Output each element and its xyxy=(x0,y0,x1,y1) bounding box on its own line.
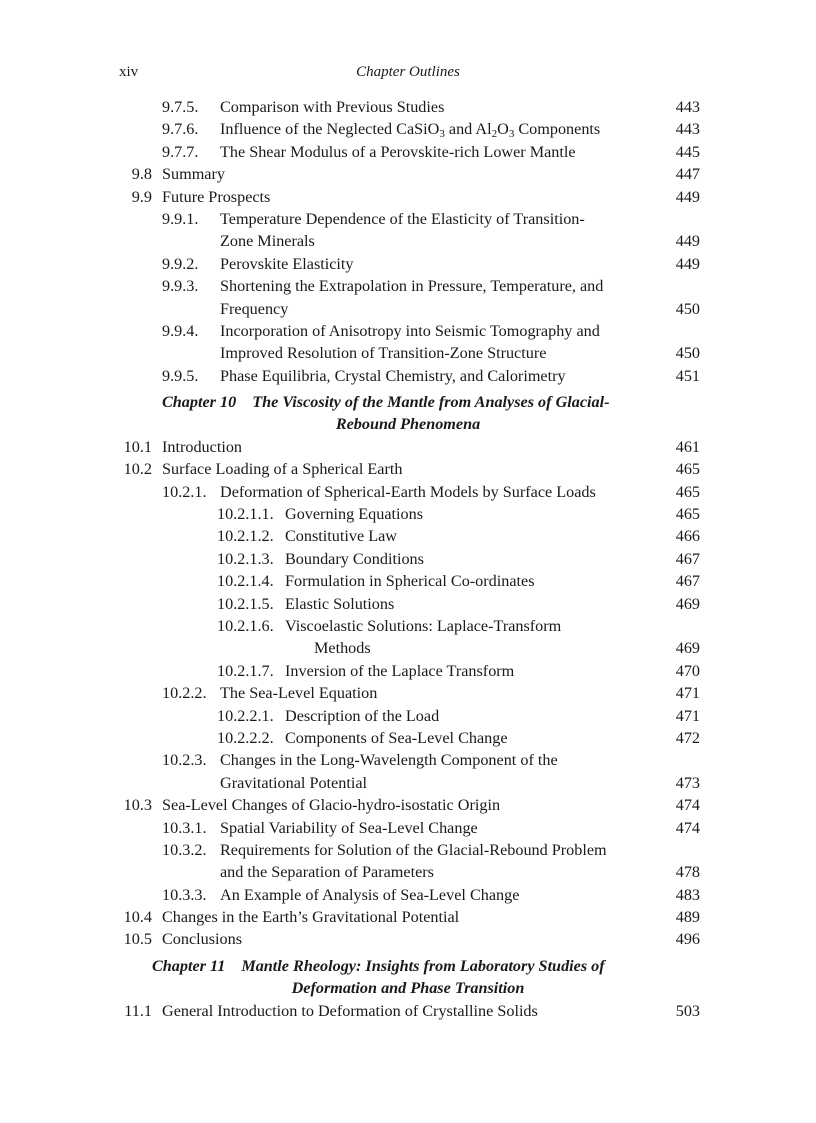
page-number: 503 xyxy=(675,1001,700,1020)
section-number: 10.2.1.7. xyxy=(217,661,274,680)
section-title: General Introduction to Deformation of Crystalline Solids xyxy=(162,1001,538,1020)
title-part: Influence of the Neglected CaSiO xyxy=(220,120,440,139)
chapter-title-line1: The Viscosity of the Mantle from Analyses of Glacial- xyxy=(252,393,610,412)
section-title: Constitutive Law xyxy=(285,527,397,546)
page-number: 489 xyxy=(675,908,700,927)
page-number: 445 xyxy=(675,142,700,161)
section-number: 11.1 xyxy=(124,1001,152,1020)
section-number: 10.2.1.3. xyxy=(217,549,274,568)
section-number: 9.7.5. xyxy=(162,98,199,116)
section-title: Deformation of Spherical-Earth Models by Surface Loads xyxy=(220,482,596,501)
toc-entry[interactable] xyxy=(0,320,816,342)
toc-entry[interactable] xyxy=(0,186,816,208)
toc-entry[interactable] xyxy=(0,817,816,839)
chapter-title-line2: Rebound Phenomena xyxy=(335,415,481,434)
section-number: 10.2 xyxy=(123,460,152,479)
toc-entry[interactable] xyxy=(0,593,816,615)
toc-entry[interactable] xyxy=(0,208,816,230)
toc-entry[interactable] xyxy=(0,570,816,592)
section-title: Temperature Dependence of the Elasticity of Transition- xyxy=(220,209,585,228)
chapter-label: Chapter 10 xyxy=(162,393,237,412)
toc-entry[interactable] xyxy=(0,458,816,480)
page-number: 451 xyxy=(675,366,700,385)
section-number: 10.2.2.2. xyxy=(217,728,274,747)
toc-entry[interactable] xyxy=(0,118,816,140)
section-number: 9.9.5. xyxy=(162,366,199,385)
page-number: 474 xyxy=(675,796,700,815)
section-title: Summary xyxy=(162,165,225,184)
section-title: Future Prospects xyxy=(162,187,271,206)
section-number: 10.3.2. xyxy=(162,840,207,859)
page-number: 443 xyxy=(675,120,700,139)
toc-entry[interactable] xyxy=(0,705,816,727)
page-number: 450 xyxy=(675,299,700,318)
subscript: 3 xyxy=(439,128,445,141)
section-number: 9.9.1. xyxy=(162,209,199,228)
page-number: 496 xyxy=(675,930,700,949)
table-of-contents xyxy=(0,96,816,1022)
page-number: 447 xyxy=(675,165,700,184)
section-number: 10.2.1. xyxy=(162,482,207,501)
section-title: Changes in the Earth’s Gravitational Potential xyxy=(162,908,460,927)
section-title: Improved Resolution of Transition-Zone Structure xyxy=(220,344,547,363)
chapter-title-line1: Mantle Rheology: Insights from Laboratory Studies of xyxy=(241,956,605,975)
toc-entry[interactable] xyxy=(0,503,816,525)
page-number: 470 xyxy=(675,661,700,680)
toc-entry[interactable] xyxy=(0,660,816,682)
section-title: Shortening the Extrapolation in Pressure, Temperature, and xyxy=(220,277,604,296)
toc-entry[interactable] xyxy=(0,525,816,547)
section-title xyxy=(220,118,600,140)
section-title: and the Separation of Parameters xyxy=(220,863,434,882)
toc-entry[interactable] xyxy=(0,253,816,275)
section-title: Changes in the Long-Wavelength Component of the xyxy=(220,751,558,770)
chapter-title-line2: Deformation and Phase Transition xyxy=(291,979,525,998)
toc-entry[interactable] xyxy=(0,839,816,861)
section-number: 9.7.7. xyxy=(162,142,199,161)
toc-entry[interactable] xyxy=(0,141,816,163)
section-title: Requirements for Solution of the Glacial-Rebound Problem xyxy=(220,840,607,859)
section-number: 10.2.2.1. xyxy=(217,706,274,725)
toc-entry[interactable] xyxy=(0,365,816,387)
section-number: 10.1 xyxy=(123,437,152,456)
toc-entry[interactable] xyxy=(0,163,816,185)
toc-entry[interactable] xyxy=(0,615,816,637)
section-title: Formulation in Spherical Co-ordinates xyxy=(285,572,535,591)
toc-entry[interactable] xyxy=(0,682,816,704)
page-number: 449 xyxy=(675,254,700,273)
section-title: Phase Equilibria, Crystal Chemistry, and Calorimetry xyxy=(220,366,566,385)
toc-entry[interactable] xyxy=(0,342,816,364)
section-number: 10.2.2. xyxy=(162,684,207,703)
section-title: Viscoelastic Solutions: Laplace-Transform xyxy=(285,617,562,635)
toc-entry[interactable] xyxy=(0,749,816,771)
page-header xyxy=(0,64,816,86)
toc-entry[interactable] xyxy=(0,275,816,297)
section-number: 10.4 xyxy=(123,908,152,927)
section-number: 10.2.1.2. xyxy=(217,527,274,546)
chapter-heading xyxy=(0,391,816,436)
page-number: 443 xyxy=(675,98,700,116)
section-title: Elastic Solutions xyxy=(285,594,395,613)
page-number: 465 xyxy=(675,505,700,524)
section-number: 9.8 xyxy=(131,165,152,184)
section-title: Perovskite Elasticity xyxy=(220,254,354,273)
page-number: 478 xyxy=(675,863,700,882)
section-title: Gravitational Potential xyxy=(220,773,367,792)
page-number: 450 xyxy=(675,344,700,363)
running-title: Chapter Outlines xyxy=(356,64,460,80)
chapter-heading xyxy=(0,955,816,1000)
section-title: Spatial Variability of Sea-Level Change xyxy=(220,818,478,837)
page-number: 467 xyxy=(675,549,700,568)
section-title: Inversion of the Laplace Transform xyxy=(285,661,515,680)
toc-entry[interactable] xyxy=(0,481,816,503)
section-number: 9.7.6. xyxy=(162,120,199,139)
toc-entry[interactable] xyxy=(0,727,816,749)
page-number: 474 xyxy=(675,818,700,837)
section-title: The Shear Modulus of a Perovskite-rich Lower Mantle xyxy=(220,142,576,161)
section-title: Zone Minerals xyxy=(220,232,315,251)
title-part: Components xyxy=(514,120,601,139)
page-number: 449 xyxy=(675,232,700,251)
toc-entry[interactable] xyxy=(0,298,816,320)
page-number: 449 xyxy=(675,187,700,206)
page-number: 473 xyxy=(675,773,700,792)
page-number: 472 xyxy=(675,728,700,747)
page-number: 461 xyxy=(675,437,700,456)
chapter-label: Chapter 11 xyxy=(152,956,226,975)
section-number: 10.3.1. xyxy=(162,818,207,837)
section-number: 9.9 xyxy=(131,187,152,206)
section-title: Description of the Load xyxy=(285,706,440,725)
section-title: Sea-Level Changes of Glacio-hydro-isostatic Origin xyxy=(162,796,501,815)
section-number: 10.2.1.6. xyxy=(217,617,274,635)
toc-entry[interactable] xyxy=(0,1000,816,1022)
section-number: 9.9.2. xyxy=(162,254,199,273)
toc-entry[interactable] xyxy=(0,637,816,659)
page-folio: xiv xyxy=(119,64,139,80)
section-title: Introduction xyxy=(162,437,243,456)
toc-entry[interactable] xyxy=(0,548,816,570)
toc-entry[interactable] xyxy=(0,906,816,928)
title-part: O xyxy=(497,120,509,139)
page-number: 469 xyxy=(675,594,700,613)
section-title: Incorporation of Anisotropy into Seismic Tomography and xyxy=(220,321,600,340)
toc-entry[interactable] xyxy=(0,884,816,906)
title-part: and Al xyxy=(444,120,492,139)
page-number: 471 xyxy=(675,684,700,703)
section-number: 9.9.3. xyxy=(162,277,199,296)
toc-entry[interactable] xyxy=(0,928,816,950)
section-title: An Example of Analysis of Sea-Level Change xyxy=(220,885,520,904)
section-title: Methods xyxy=(314,639,371,658)
page-number: 465 xyxy=(675,460,700,479)
section-number: 10.2.1.4. xyxy=(217,572,274,591)
section-number: 10.2.3. xyxy=(162,751,207,770)
section-number: 10.3.3. xyxy=(162,885,207,904)
page-number: 466 xyxy=(675,527,700,546)
toc-entry[interactable] xyxy=(0,794,816,816)
section-number: 9.9.4. xyxy=(162,321,199,340)
toc-entry[interactable] xyxy=(0,96,816,118)
section-title: Governing Equations xyxy=(285,505,424,524)
toc-entry[interactable] xyxy=(0,861,816,883)
toc-entry[interactable] xyxy=(0,772,816,794)
page-number: 469 xyxy=(675,639,700,658)
section-title: Boundary Conditions xyxy=(285,549,424,568)
page-number: 471 xyxy=(675,706,700,725)
section-number: 10.2.1.5. xyxy=(217,594,274,613)
section-number: 10.2.1.1. xyxy=(217,505,274,524)
section-title: The Sea-Level Equation xyxy=(220,684,378,703)
subscript: 2 xyxy=(491,128,498,141)
toc-entry[interactable] xyxy=(0,230,816,252)
section-title: Conclusions xyxy=(162,930,243,949)
page-number: 483 xyxy=(675,885,700,904)
section-number: 10.5 xyxy=(123,930,152,949)
section-title: Comparison with Previous Studies xyxy=(220,98,445,116)
section-title: Components of Sea-Level Change xyxy=(285,728,508,747)
section-number: 10.3 xyxy=(123,796,152,815)
page-number: 465 xyxy=(675,482,700,501)
section-title: Frequency xyxy=(220,299,289,318)
section-title: Surface Loading of a Spherical Earth xyxy=(162,460,403,479)
toc-entry[interactable] xyxy=(0,436,816,458)
subscript: 3 xyxy=(508,128,515,141)
page-number: 467 xyxy=(675,572,700,591)
